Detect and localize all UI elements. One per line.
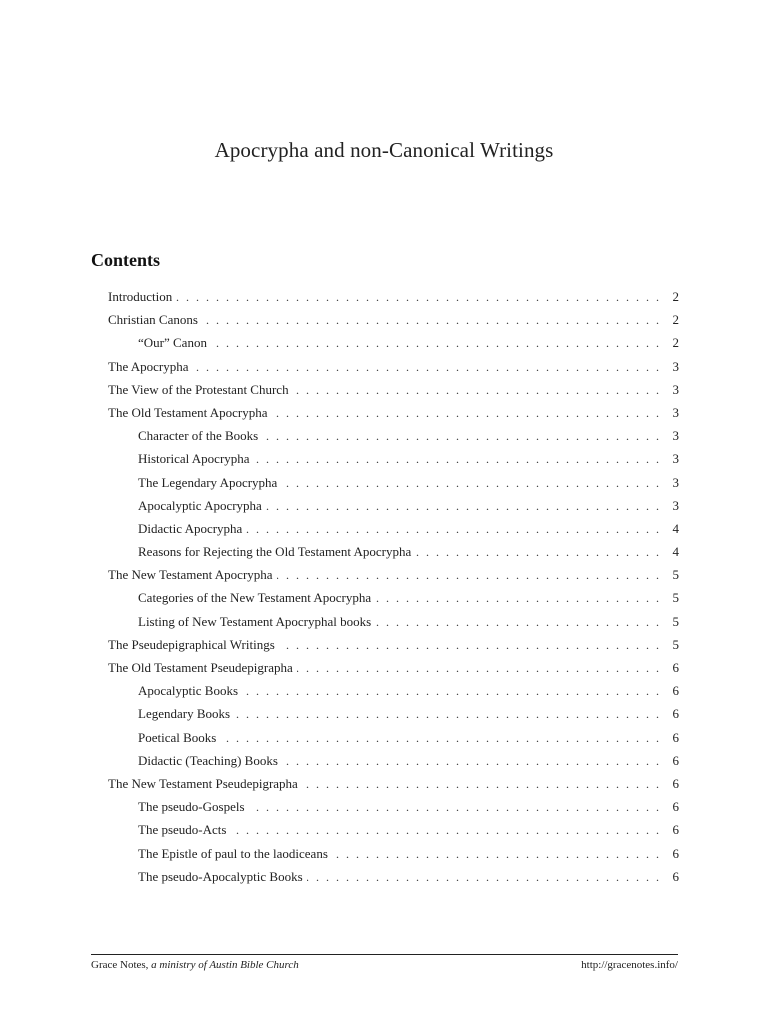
toc-entry[interactable] (108, 382, 679, 405)
toc-dot-leader (211, 336, 659, 351)
toc-entry[interactable] (108, 428, 679, 451)
toc-entry-label: The Legendary Apocrypha (138, 474, 278, 490)
toc-dot-leader (246, 522, 659, 537)
toc-dot-leader (279, 638, 659, 653)
toc-entry-label: Poetical Books (138, 729, 217, 745)
toc-entry-page-number: 2 (672, 335, 679, 351)
toc-dot-leader (332, 847, 659, 862)
footer-credit-prefix: Grace Notes, (91, 959, 152, 971)
toc-entry-page-number: 5 (672, 590, 679, 606)
footer-url-link[interactable]: http://gracenotes.info/ (581, 959, 678, 971)
toc-entry-label: The New Testament Apocrypha (108, 567, 273, 583)
toc-entry-page-number: 3 (672, 358, 679, 374)
toc-dot-leader (220, 731, 659, 746)
toc-entry[interactable] (108, 753, 679, 776)
toc-dot-leader (249, 800, 659, 815)
toc-dot-leader (307, 870, 659, 885)
toc-dot-leader (176, 290, 659, 305)
toc-entry-label: Character of the Books (138, 428, 259, 444)
footer-credit (91, 959, 299, 971)
footer-divider (91, 954, 678, 955)
toc-entry-label: Apocalyptic Apocrypha (138, 497, 262, 513)
toc-dot-leader (282, 754, 659, 769)
toc-dot-leader (193, 360, 659, 375)
toc-entry-label: Introduction (108, 289, 173, 304)
toc-dot-leader (234, 707, 659, 722)
toc-entry[interactable] (108, 590, 679, 613)
toc-entry-label: The Pseudepigraphical Writings (108, 636, 275, 652)
toc-entry-label: Christian Canons (108, 312, 198, 328)
toc-dot-leader (242, 684, 659, 699)
toc-entry[interactable] (108, 544, 679, 567)
toc-dot-leader (302, 777, 659, 792)
toc-entry-label: Didactic Apocrypha (138, 520, 243, 536)
toc-entry-page-number: 4 (672, 544, 679, 560)
toc-entry-page-number: 3 (672, 381, 679, 397)
toc-entry-page-number: 5 (672, 613, 679, 629)
toc-dot-leader (262, 429, 659, 444)
toc-entry-label: The View of the Protestant Church (108, 381, 289, 397)
toc-entry-page-number: 6 (672, 729, 679, 745)
toc-entry-label: Categories of the New Testament Apocrypha (138, 590, 372, 606)
toc-entry[interactable] (108, 799, 679, 822)
toc-entry-page-number: 3 (672, 404, 679, 420)
toc-entry[interactable] (108, 637, 679, 660)
toc-entry-label: Didactic (Teaching) Books (138, 752, 278, 768)
toc-entry-page-number: 6 (672, 868, 679, 884)
toc-entry-page-number: 6 (672, 752, 679, 768)
toc-dot-leader (272, 406, 659, 421)
contents-heading: Contents (91, 250, 161, 270)
toc-entry[interactable] (108, 683, 679, 706)
toc-entry-label: The Old Testament Apocrypha (108, 404, 268, 420)
toc-dot-leader (202, 313, 659, 328)
toc-entry[interactable] (108, 846, 679, 869)
toc-entry-label: The Epistle of paul to the laodiceans (138, 845, 328, 861)
toc-dot-leader (375, 615, 659, 630)
toc-entry[interactable] (108, 776, 679, 799)
toc-entry-page-number: 6 (672, 775, 679, 791)
toc-entry[interactable] (108, 521, 679, 544)
toc-entry[interactable] (108, 660, 679, 683)
toc-entry[interactable] (108, 289, 679, 312)
toc-entry-label: “Our” Canon (138, 335, 207, 351)
table-of-contents (108, 289, 679, 892)
toc-entry-label: The pseudo-Apocalyptic Books (138, 868, 303, 884)
toc-entry-label: The New Testament Pseudepigrapha (108, 775, 298, 791)
toc-entry-page-number: 6 (672, 845, 679, 861)
toc-entry[interactable] (108, 730, 679, 753)
toc-entry-label: Reasons for Rejecting the Old Testament Apocrypha (138, 544, 412, 560)
toc-dot-leader (277, 568, 659, 583)
toc-entry-label: Legendary Books (138, 706, 231, 722)
toc-entry[interactable] (108, 405, 679, 428)
toc-entry[interactable] (108, 614, 679, 637)
toc-entry[interactable] (108, 567, 679, 590)
toc-entry-label: Apocalyptic Books (138, 683, 239, 699)
toc-entry-page-number: 6 (672, 799, 679, 815)
toc-entry-page-number: 3 (672, 451, 679, 467)
toc-entry-page-number: 5 (672, 567, 679, 583)
toc-entry-page-number: 2 (672, 312, 679, 328)
toc-entry[interactable] (108, 498, 679, 521)
toc-entry-page-number: 6 (672, 683, 679, 699)
toc-entry-page-number: 6 (672, 660, 679, 675)
toc-entry-page-number: 3 (672, 474, 679, 490)
toc-entry-page-number: 5 (672, 636, 679, 652)
toc-entry-label: The Old Testament Pseudepigrapha (108, 660, 293, 675)
toc-dot-leader (281, 476, 659, 491)
toc-entry[interactable] (108, 335, 679, 358)
toc-dot-leader (293, 383, 659, 398)
toc-entry-label: Historical Apocrypha (138, 451, 250, 467)
toc-dot-leader (415, 545, 659, 560)
toc-entry[interactable] (108, 475, 679, 498)
toc-entry-page-number: 2 (672, 289, 679, 304)
toc-dot-leader (230, 823, 659, 838)
toc-entry-label: Listing of New Testament Apocryphal books (138, 613, 372, 629)
toc-entry-label: The pseudo-Gospels (138, 799, 245, 815)
toc-dot-leader (375, 591, 659, 606)
toc-dot-leader (297, 661, 659, 676)
toc-dot-leader (254, 452, 659, 467)
toc-entry[interactable] (108, 359, 679, 382)
toc-entry-page-number: 3 (672, 428, 679, 444)
toc-entry[interactable] (108, 451, 679, 474)
toc-entry-label: The Apocrypha (108, 358, 189, 374)
toc-entry-page-number: 6 (672, 822, 679, 838)
toc-entry-page-number: 3 (672, 497, 679, 513)
toc-entry-page-number: 6 (672, 706, 679, 722)
toc-entry[interactable] (108, 869, 679, 892)
footer-credit-ministry: a ministry of Austin Bible Church (151, 959, 299, 971)
document-title: Apocrypha and non-Canonical Writings (214, 138, 554, 162)
toc-entry-page-number: 4 (672, 520, 679, 536)
toc-entry[interactable] (108, 822, 679, 845)
toc-entry[interactable] (108, 706, 679, 729)
toc-dot-leader (266, 499, 659, 514)
toc-entry[interactable] (108, 312, 679, 335)
toc-entry-label: The pseudo-Acts (138, 822, 227, 838)
